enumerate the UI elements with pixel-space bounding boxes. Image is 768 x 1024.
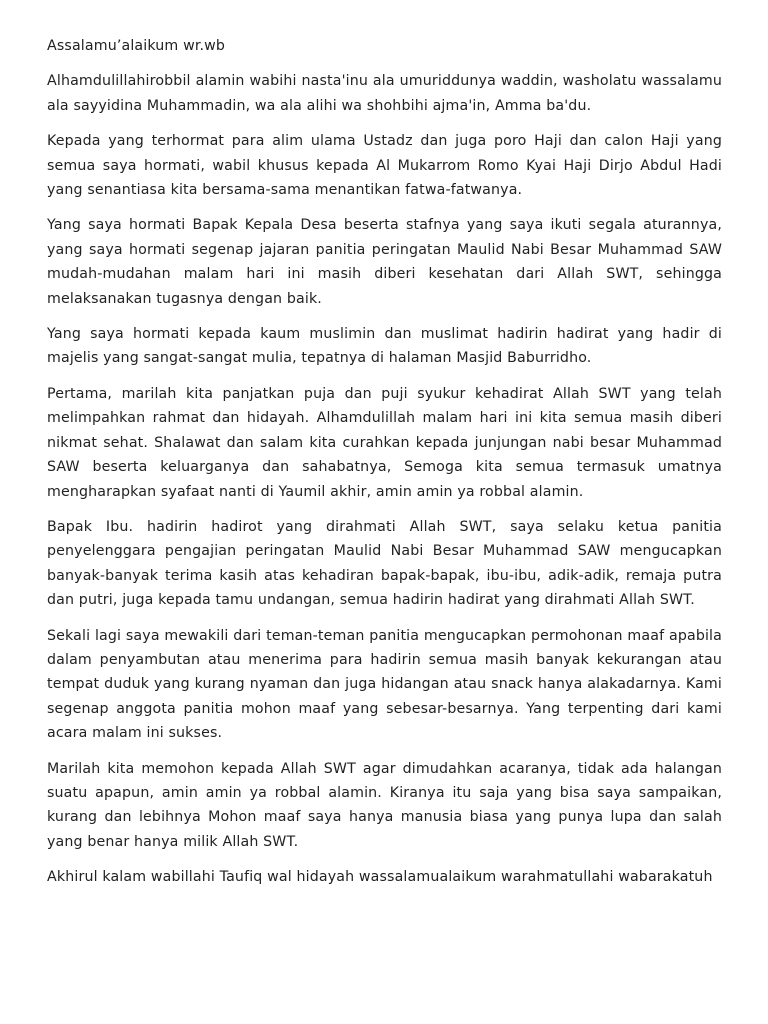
paragraph-closing: Akhirul kalam wabillahi Taufiq wal hidayah wassalamualaikum warahmatullahi wabarakatuh <box>47 869 713 886</box>
document-page <box>47 34 722 901</box>
paragraph-gratitude: Pertama, marilah kita panjatkan puja dan puji syukur kehadirat Allah SWT yang telah melimpahkan rahmat dan hidayah. Alhamdulillah malam hari ini kita semua masih diberi nikmat sehat. Shalawat dan salam kita curahkan kepada junjungan nabi besar Muhammad SAW beserta keluarganya dan sahabatnya, Semoga kita semua termasuk umatnya mengharapkan syafaat nanti di Yaumil akhir, amin amin ya robbal alamin. <box>47 385 722 500</box>
paragraph-address-village-head: Yang saya hormati Bapak Kepala Desa beserta stafnya yang saya ikuti segala aturannya, yang saya hormati segenap jajaran panitia peringatan Maulid Nabi Besar Muhammad SAW mudah-mudahan malam hari ini masih diberi kesehatan dari Allah SWT, sehingga melaksanakan tugasnya dengan baik. <box>47 217 722 307</box>
paragraph-address-ulama: Kepada yang terhormat para alim ulama Ustadz dan juga poro Haji dan calon Haji yang semua saya hormati, wabil khusus kepada Al Mukarrom Romo Kyai Haji Dirjo Abdul Hadi yang senantiasa kita bersama-sama menantikan fatwa-fatwanya. <box>47 133 722 199</box>
paragraph-address-audience: Yang saya hormati kepada kaum muslimin dan muslimat hadirin hadirat yang hadir di majelis yang sangat-sangat mulia, tepatnya di halaman Masjid Baburridho. <box>47 326 722 367</box>
paragraph-thanks: Bapak Ibu. hadirin hadirot yang dirahmati Allah SWT, saya selaku ketua panitia penyelenggara pengajian peringatan Maulid Nabi Besar Muhammad SAW mengucapkan banyak-banyak terima kasih atas kehadiran bapak-bapak, ibu-ibu, adik-adik, remaja putra dan putri, juga kepada tamu undangan, semua hadirin hadirat yang dirahmati Allah SWT. <box>47 518 722 609</box>
paragraph-apology: Sekali lagi saya mewakili dari teman-teman panitia mengucapkan permohonan maaf apabila dalam penyambutan atau menerima para hadirin semua masih banyak kekurangan atau tempat duduk yang kurang nyaman dan juga hidangan atau snack hanya alakadarnya. Kami segenap anggota panitia mohon maaf yang sebesar-besarnya. Yang terpenting dari kami acara malam ini sukses. <box>47 627 722 742</box>
paragraph-prayer: Marilah kita memohon kepada Allah SWT agar dimudahkan acaranya, tidak ada halangan suatu apapun, amin amin ya robbal alamin. Kiranya itu saja yang bisa saya sampaikan, kurang dan lebihnya Mohon maaf saya hanya manusia biasa yang punya lupa dan salah yang benar hanya milik Allah SWT. <box>47 760 722 850</box>
greeting-line: Assalamu’alaikum wr.wb <box>47 38 226 54</box>
paragraph-opening-praise: Alhamdulillahirobbil alamin wabihi nasta'inu ala umuriddunya waddin, washolatu wassalamu ala sayyidina Muhammadin, wa ala alihi wa shohbihi ajma'in, Amma ba'du. <box>47 73 722 114</box>
